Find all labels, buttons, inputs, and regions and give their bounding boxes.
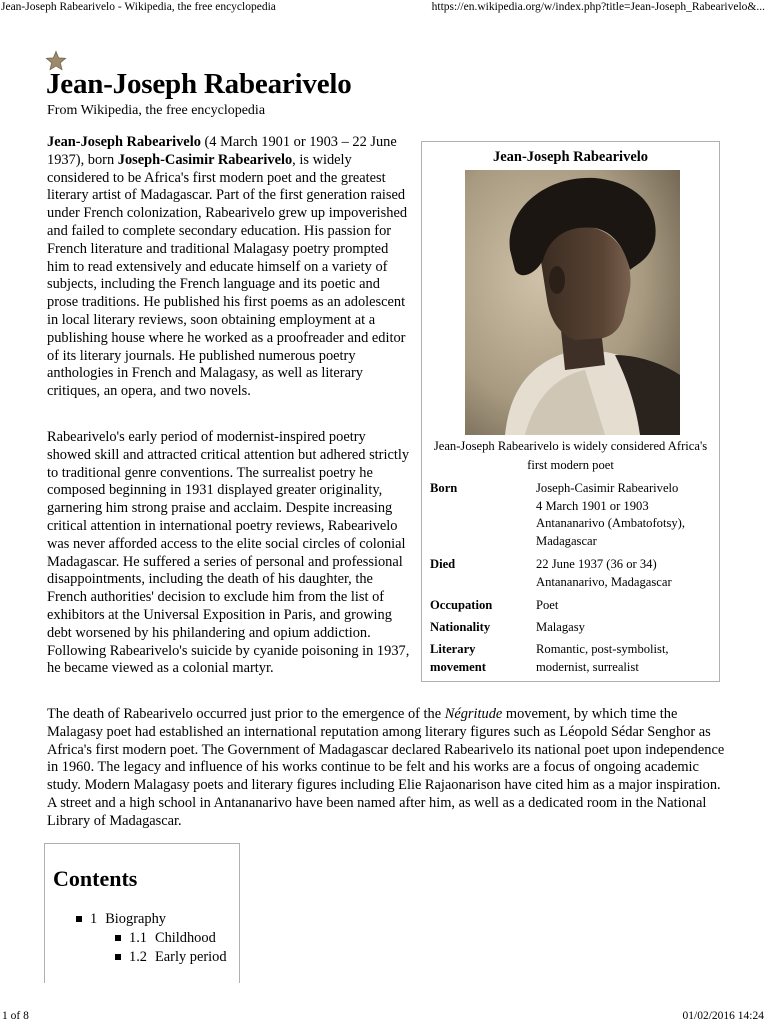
portrait-photo[interactable] xyxy=(465,170,680,435)
infobox-value[interactable]: Malagasy xyxy=(536,620,585,634)
third-text-a: The death of Rabearivelo occurred just prior to the emergence of the xyxy=(47,706,445,722)
second-paragraph: Rabearivelo's early period of modernist-inspired poetry showed skill and attracted critical attention but adhered strictly to traditional genre conventions. The surrealist poetry he composed beginning in 1931 displayed greater originality, garnering him strong praise and acclaim. Despite increasing critical attention in international poetry reviews, Rabearivelo was never afforded access to the elite social circles of colonial Madagascar. He suffered a series of personal and professional disappointments, including the death of his daughter, the French authorities' decision to exclude him from the list of exhibitors at the Universal Exposition in Paris, and growing debt worsened by his philandering and opium addiction. Following Rabearivelo's suicide by cyanide poisoning in 1937, he became viewed as a colonial martyr. xyxy=(47,429,410,677)
infobox-key: Nationality xyxy=(430,620,491,634)
infobox-value[interactable]: 22 June 1937 (36 or 34) Antananarivo, Madagascar xyxy=(536,557,672,589)
subject-name: Jean-Joseph Rabearivelo xyxy=(47,134,201,150)
toc-label: Early period xyxy=(155,949,227,965)
third-paragraph xyxy=(47,706,727,831)
table-of-contents xyxy=(44,843,240,983)
intro-text-b: , is widely considered to be Africa's first modern poet and the greatest literary artist of Madagascar. Part of the first generation raised under French colonization, Rabearivelo grew up impoverished and failed to complete secondary education. His passion for French literature and traditional Malagasy poetry prompted him to read extensively and educate himself on a variety of subjects, including the French language and its poetic and prose traditions. He published his first poems as an adolescent in local literary reviews, soon obtaining employment at a publishing house where he worked as a proofreader and editor of its literary journals. He published numerous poetry anthologies in French and Malagasy, as well as literary critiques, an opera, and two novels. xyxy=(47,151,408,400)
toc-number: 1.1 xyxy=(129,930,147,946)
intro-text-a: (4 March 1901 or 1903 – 22 June 1937), born xyxy=(47,134,397,168)
portrait-caption: Jean-Joseph Rabearivelo is widely considered Africa's first modern poet xyxy=(433,439,708,472)
infobox-key: Born xyxy=(430,481,458,495)
bullet-icon xyxy=(115,935,121,941)
bullet-icon xyxy=(115,954,121,960)
infobox-key: Occupation xyxy=(430,598,493,612)
print-header xyxy=(0,0,768,18)
infobox-value[interactable]: Romantic, post-symbolist, modernist, surrealist xyxy=(536,642,669,674)
page-counter: 1 of 8 xyxy=(2,1010,29,1022)
infobox-key: Literary movement xyxy=(430,642,486,674)
negritude-link[interactable]: Négritude xyxy=(444,706,503,722)
infobox-value: Poet xyxy=(536,598,559,612)
page-subtitle: From Wikipedia, the free encyclopedia xyxy=(47,103,266,118)
toc-label: Childhood xyxy=(155,930,216,946)
intro-paragraph xyxy=(47,134,412,401)
infobox-title: Jean-Joseph Rabearivelo xyxy=(492,149,649,165)
toc-item-biography[interactable] xyxy=(76,911,166,928)
print-footer xyxy=(0,1006,768,1024)
page-url[interactable]: https://en.wikipedia.org/w/index.php?title=Jean-Joseph_Rabearivelo&... xyxy=(431,1,765,13)
print-datetime: 01/02/2016 14:24 xyxy=(682,1010,764,1022)
toc-item-early-period[interactable] xyxy=(115,949,227,966)
infobox-key: Died xyxy=(430,557,456,571)
toc-title: Contents xyxy=(53,866,138,891)
page-tab-title: Jean-Joseph Rabearivelo - Wikipedia, the free encyclopedia xyxy=(1,1,276,13)
page-title: Jean-Joseph Rabearivelo xyxy=(46,68,352,100)
born-line-1: Joseph-Casimir Rabearivelo 4 March 1901 or 1903 Antananarivo (Ambatofotsy), Madagascar xyxy=(536,481,685,548)
infobox xyxy=(421,141,720,682)
toc-label: Biography xyxy=(105,911,166,927)
toc-item-childhood[interactable] xyxy=(115,930,216,947)
bullet-icon xyxy=(76,916,82,922)
toc-number: 1 xyxy=(90,911,98,927)
birth-name: Joseph-Casimir Rabearivelo xyxy=(117,151,293,168)
infobox-value[interactable] xyxy=(536,480,716,550)
third-text-b: movement, by which time the Malagasy poet had established an international reputation among literary figures such as Léopold Sédar Senghor as Africa's first modern poet. The Government of Madagascar declared Rabearivelo its national poet upon independence in 1960. The legacy and influence of his works continue to be felt and his works are a focus of ongoing academic study. Modern Malagasy poets and literary figures including Elie Rajaonarison have cited him as a major inspiration. A street and a high school in Antananarivo have been named after him, as well as a dedicated room in the National Library of Madagascar. xyxy=(47,706,725,829)
toc-number: 1.2 xyxy=(129,949,147,965)
